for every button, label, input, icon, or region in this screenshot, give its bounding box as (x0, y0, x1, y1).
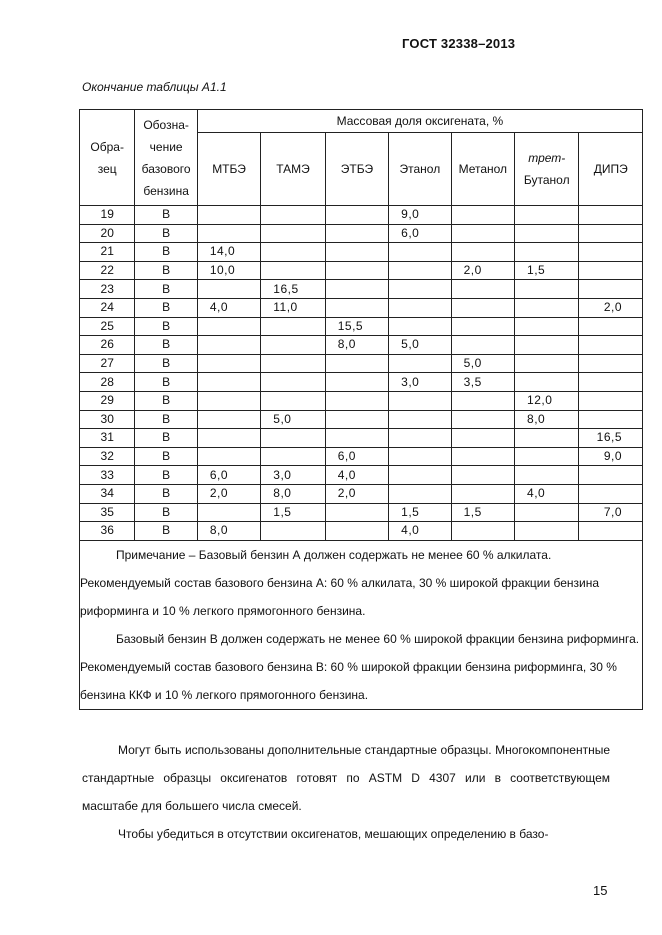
oxygenate-value-cell (261, 261, 325, 280)
col-header-base-gasoline-text: Обозна- чение базового бензина (141, 117, 191, 198)
oxygenate-value-cell (261, 429, 325, 448)
table-row (80, 447, 643, 466)
oxygenate-value-cell (261, 317, 325, 336)
oxygenate-value-cell (325, 298, 388, 317)
oxygenate-value-cell (515, 373, 579, 392)
oxygenate-value-cell (325, 391, 388, 410)
oxygenate-value-cell: 16,5 (261, 280, 325, 299)
document-standard-header: ГОСТ 32338–2013 (402, 36, 516, 51)
table-row (80, 522, 643, 541)
sample-number-cell: 32 (80, 447, 135, 466)
oxygenate-value-cell (261, 206, 325, 225)
oxygenate-value-cell (451, 429, 514, 448)
sample-number-cell: 19 (80, 206, 135, 225)
table-caption: Окончание таблицы А1.1 (82, 80, 227, 94)
table-row (80, 503, 643, 522)
oxygenate-value-cell (579, 522, 643, 541)
oxygenate-value-cell (197, 280, 260, 299)
oxygenate-value-cell (261, 391, 325, 410)
oxygenate-value-cell (579, 280, 643, 299)
oxygenate-value-cell (451, 447, 514, 466)
table-note (80, 540, 643, 709)
sample-number-cell: 36 (80, 522, 135, 541)
oxygenate-value-cell (389, 466, 451, 485)
oxygenate-value-cell: 1,5 (261, 503, 325, 522)
base-gasoline-cell: В (135, 317, 197, 336)
oxygenate-value-cell (325, 503, 388, 522)
base-gasoline-cell: В (135, 447, 197, 466)
oxygenate-value-cell (389, 243, 451, 262)
col-header-oxygenate: Этанол (389, 133, 451, 206)
oxygenate-value-cell: 1,5 (389, 503, 451, 522)
oxygenate-value-cell (451, 336, 514, 355)
oxygenate-value-cell (515, 336, 579, 355)
oxygenate-value-cell (389, 447, 451, 466)
oxygenate-value-cell (451, 391, 514, 410)
col-header-mass-fraction: Массовая доля оксигената, % (197, 110, 642, 133)
oxygenate-value-cell (261, 373, 325, 392)
table-row (80, 410, 643, 429)
oxygenate-value-cell (579, 466, 643, 485)
table-row (80, 354, 643, 373)
oxygenate-value-cell: 10,0 (197, 261, 260, 280)
table-row (80, 466, 643, 485)
oxygenate-value-cell (515, 317, 579, 336)
oxygenate-value-cell (325, 280, 388, 299)
oxygenate-value-cell (579, 224, 643, 243)
oxygenate-value-cell: 3,0 (389, 373, 451, 392)
oxygenate-value-cell: 14,0 (197, 243, 260, 262)
oxygenate-value-cell (451, 206, 514, 225)
oxygenate-value-cell: 1,5 (451, 503, 514, 522)
oxygenate-value-cell: 4,0 (389, 522, 451, 541)
oxygenate-value-cell: 9,0 (579, 447, 643, 466)
oxygenate-value-cell (197, 391, 260, 410)
oxygenate-value-cell (325, 429, 388, 448)
base-gasoline-cell: В (135, 429, 197, 448)
oxygenate-value-cell (389, 354, 451, 373)
oxygenate-value-cell (325, 243, 388, 262)
oxygenate-value-cell (197, 354, 260, 373)
base-gasoline-cell: В (135, 484, 197, 503)
oxygenate-value-cell (197, 410, 260, 429)
oxygenate-value-cell (515, 280, 579, 299)
base-gasoline-cell: В (135, 391, 197, 410)
oxygenate-value-cell (515, 298, 579, 317)
oxygenate-value-cell: 1,5 (515, 261, 579, 280)
oxygenate-value-cell (325, 224, 388, 243)
oxygenate-value-cell (261, 224, 325, 243)
oxygenate-value-cell (197, 447, 260, 466)
oxygenate-value-cell (389, 280, 451, 299)
oxygenate-value-cell: 12,0 (515, 391, 579, 410)
oxygenate-value-cell (515, 503, 579, 522)
oxygenate-value-cell: 9,0 (389, 206, 451, 225)
oxygenate-value-cell: 2,0 (451, 261, 514, 280)
col-header-base-gasoline (135, 110, 197, 206)
base-gasoline-cell: В (135, 466, 197, 485)
oxygenate-value-cell (579, 484, 643, 503)
oxygenate-value-cell (389, 317, 451, 336)
oxygenate-value-cell (451, 484, 514, 503)
oxygenate-value-cell (579, 354, 643, 373)
table-row (80, 336, 643, 355)
oxygenate-value-cell: 2,0 (197, 484, 260, 503)
oxygenate-value-cell (579, 391, 643, 410)
oxygenate-value-cell (451, 224, 514, 243)
base-gasoline-cell: В (135, 298, 197, 317)
oxygenate-value-cell: 5,0 (389, 336, 451, 355)
oxygenate-value-cell (197, 336, 260, 355)
oxygenate-value-cell: 16,5 (579, 429, 643, 448)
col-header-oxygenate: МТБЭ (197, 133, 260, 206)
oxygenate-value-cell (261, 336, 325, 355)
oxygenate-value-cell (261, 447, 325, 466)
table-row (80, 280, 643, 299)
note-paragraph-b: Базовый бензин В должен содержать не менее 60 % широкой фракции бензина риформинга. Рекомендуемый состав базового бензина В: 60 % широкой фракции бензина риформинга, 30 % бензина ККФ и 10 % легкого прямогонного бензина. (80, 631, 640, 702)
oxygenate-value-cell (579, 373, 643, 392)
oxygenate-value-cell: 11,0 (261, 298, 325, 317)
oxygenate-value-cell (579, 410, 643, 429)
oxygenate-value-cell (579, 336, 643, 355)
oxygenate-value-cell (579, 206, 643, 225)
oxygenate-value-cell (451, 298, 514, 317)
base-gasoline-cell: В (135, 373, 197, 392)
note-paragraph-a: Примечание – Базовый бензин А должен содержать не менее 60 % алкилата. Рекомендуемый состав базового бензина А: 60 % алкилата, 30 % широкой фракции бензина риформинга и 10 % легкого прямогонного бензина. (80, 547, 600, 618)
oxygenate-value-cell (389, 410, 451, 429)
body-paragraph-2: Чтобы убедиться в отсутствии оксигенатов, мешающих определению в базо- (118, 827, 549, 841)
base-gasoline-cell: В (135, 410, 197, 429)
sample-number-cell: 31 (80, 429, 135, 448)
oxygenate-value-cell (579, 317, 643, 336)
sample-number-cell: 20 (80, 224, 135, 243)
col-header-sample-text: Обра- зец (90, 139, 124, 176)
table-row (80, 206, 643, 225)
sample-number-cell: 29 (80, 391, 135, 410)
oxygenate-value-cell (515, 429, 579, 448)
page-number: 15 (593, 883, 608, 898)
oxygenate-value-cell (197, 373, 260, 392)
oxygenate-value-cell: 2,0 (579, 298, 643, 317)
oxygenate-value-cell (451, 243, 514, 262)
sample-number-cell: 24 (80, 298, 135, 317)
sample-number-cell: 26 (80, 336, 135, 355)
oxygenate-value-cell: 6,0 (325, 447, 388, 466)
col-header-oxygenate: трет- Бутанол (515, 133, 579, 206)
oxygenate-value-cell (389, 261, 451, 280)
table-row (80, 391, 643, 410)
col-header-sample (80, 110, 135, 206)
body-paragraph-1: Могут быть использованы дополнительные стандартные образцы. Многокомпонентные стандартные образцы оксигенатов готовят по ASTM D 4307 или в соответствующем масштабе для большего числа смесей. (82, 743, 610, 813)
table-row (80, 373, 643, 392)
body-text (82, 736, 610, 848)
oxygenate-value-cell (451, 280, 514, 299)
oxygenate-value-cell (389, 429, 451, 448)
table-row (80, 317, 643, 336)
oxygenate-value-cell: 4,0 (325, 466, 388, 485)
oxygenate-value-cell: 8,0 (325, 336, 388, 355)
oxygenate-value-cell (451, 410, 514, 429)
oxygenate-table (79, 109, 643, 710)
oxygenate-value-cell (515, 224, 579, 243)
oxygenate-value-cell (579, 261, 643, 280)
oxygenate-value-cell (515, 447, 579, 466)
base-gasoline-cell: В (135, 336, 197, 355)
oxygenate-value-cell (325, 373, 388, 392)
oxygenate-value-cell (515, 243, 579, 262)
table-row (80, 298, 643, 317)
base-gasoline-cell: В (135, 206, 197, 225)
oxygenate-value-cell: 15,5 (325, 317, 388, 336)
col-header-oxygenate: ЭТБЭ (325, 133, 388, 206)
sample-number-cell: 28 (80, 373, 135, 392)
oxygenate-value-cell (515, 206, 579, 225)
oxygenate-value-cell: 8,0 (197, 522, 260, 541)
oxygenate-value-cell (389, 484, 451, 503)
sample-number-cell: 33 (80, 466, 135, 485)
oxygenate-value-cell (579, 243, 643, 262)
oxygenate-value-cell (197, 317, 260, 336)
oxygenate-value-cell: 4,0 (515, 484, 579, 503)
sample-number-cell: 35 (80, 503, 135, 522)
oxygenate-value-cell (261, 522, 325, 541)
oxygenate-value-cell: 4,0 (197, 298, 260, 317)
sample-number-cell: 30 (80, 410, 135, 429)
base-gasoline-cell: В (135, 503, 197, 522)
oxygenate-value-cell: 7,0 (579, 503, 643, 522)
col-header-oxygenate: ДИПЭ (579, 133, 643, 206)
oxygenate-value-cell (197, 429, 260, 448)
col-header-oxygenate: ТАМЭ (261, 133, 325, 206)
oxygenate-value-cell (515, 354, 579, 373)
sample-number-cell: 25 (80, 317, 135, 336)
oxygenate-value-cell: 6,0 (197, 466, 260, 485)
base-gasoline-cell: В (135, 224, 197, 243)
table-row (80, 261, 643, 280)
oxygenate-value-cell (325, 410, 388, 429)
base-gasoline-cell: В (135, 261, 197, 280)
oxygenate-value-cell (325, 522, 388, 541)
base-gasoline-cell: В (135, 243, 197, 262)
oxygenate-value-cell: 5,0 (451, 354, 514, 373)
col-header-oxygenate: Метанол (451, 133, 514, 206)
oxygenate-value-cell (451, 317, 514, 336)
oxygenate-value-cell: 5,0 (261, 410, 325, 429)
oxygenate-value-cell (451, 466, 514, 485)
oxygenate-value-cell: 8,0 (515, 410, 579, 429)
base-gasoline-cell: В (135, 280, 197, 299)
oxygenate-value-cell: 3,0 (261, 466, 325, 485)
oxygenate-value-cell (325, 261, 388, 280)
oxygenate-value-cell (325, 354, 388, 373)
oxygenate-value-cell (197, 206, 260, 225)
table-row (80, 224, 643, 243)
oxygenate-value-cell (261, 354, 325, 373)
oxygenate-value-cell: 2,0 (325, 484, 388, 503)
table-row (80, 429, 643, 448)
oxygenate-value-cell (515, 466, 579, 485)
sample-number-cell: 27 (80, 354, 135, 373)
oxygenate-value-cell (389, 298, 451, 317)
oxygenate-value-cell: 3,5 (451, 373, 514, 392)
base-gasoline-cell: В (135, 522, 197, 541)
oxygenate-value-cell: 8,0 (261, 484, 325, 503)
table-row (80, 243, 643, 262)
oxygenate-value-cell (325, 206, 388, 225)
base-gasoline-cell: В (135, 354, 197, 373)
sample-number-cell: 21 (80, 243, 135, 262)
oxygenate-value-cell: 6,0 (389, 224, 451, 243)
oxygenate-value-cell (261, 243, 325, 262)
oxygenate-value-cell (451, 522, 514, 541)
sample-number-cell: 22 (80, 261, 135, 280)
table-note-cell (80, 540, 643, 709)
table-body (80, 206, 643, 541)
oxygenate-value-cell (389, 391, 451, 410)
oxygenate-value-cell (515, 522, 579, 541)
sample-number-cell: 23 (80, 280, 135, 299)
table-row (80, 484, 643, 503)
oxygenate-value-cell (197, 503, 260, 522)
sample-number-cell: 34 (80, 484, 135, 503)
oxygenate-value-cell (197, 224, 260, 243)
